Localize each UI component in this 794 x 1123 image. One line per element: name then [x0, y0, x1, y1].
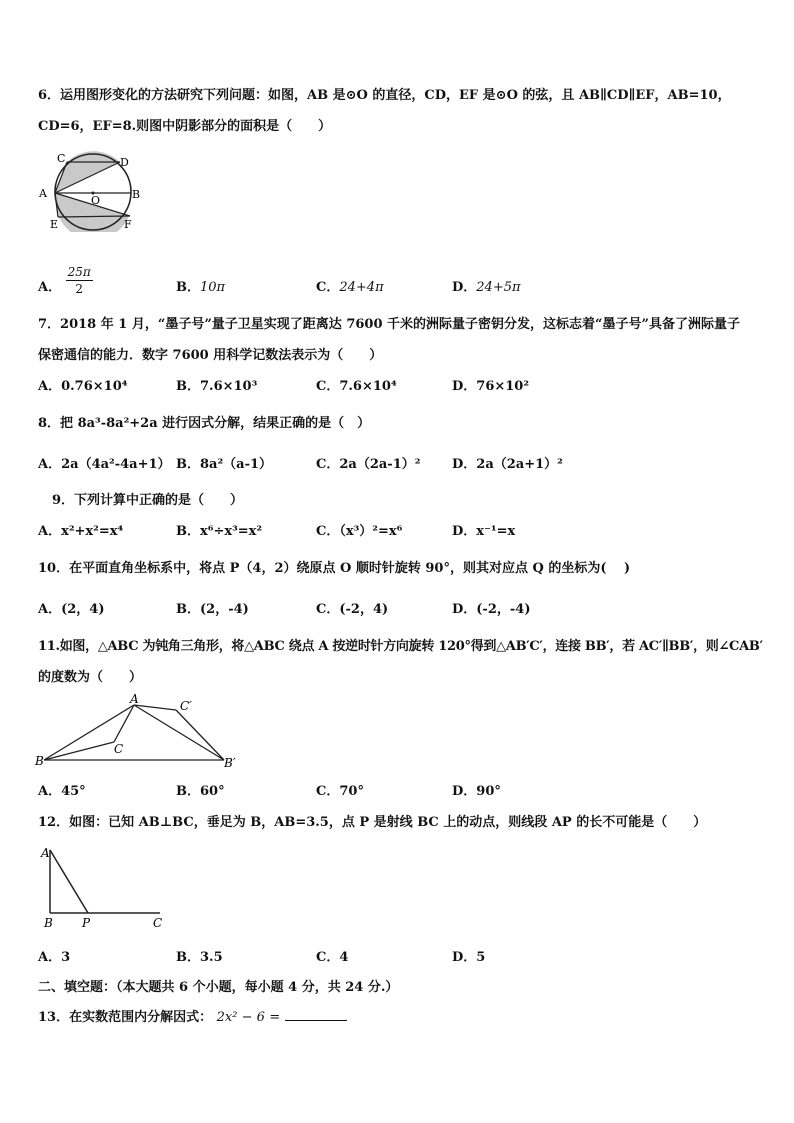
q10-option-a[interactable]: A．(2，4) [38, 602, 105, 617]
q6-label-e: E [50, 218, 59, 231]
q6-label-d: D [120, 156, 129, 169]
q7-option-c[interactable]: C．7.6×10⁴ [316, 379, 397, 394]
q6-circle-figure [36, 150, 150, 232]
q11-option-b[interactable]: B．60° [176, 784, 225, 799]
q6-label-b: B [132, 188, 141, 201]
q8-stem: 8．把 8a³-8a²+2a 进行因式分解，结果正确的是（ ） [38, 416, 371, 431]
q10-option-b[interactable]: B．(2，-4) [176, 602, 249, 617]
q12-option-d[interactable]: D．5 [452, 950, 486, 965]
q9-stem: 9．下列计算中正确的是（ ） [52, 493, 244, 508]
q6-label-o: O [91, 194, 101, 207]
q9-option-c[interactable]: C．（x³）²=x⁶ [316, 524, 403, 539]
q11-label-c: C [114, 742, 124, 756]
q12-label-b: B [44, 916, 53, 930]
q8-option-a[interactable]: A．2a（4a²-4a+1） [38, 457, 171, 472]
q11-label-a: A [130, 692, 139, 706]
q11-option-a[interactable]: A．45° [38, 784, 86, 799]
q6-stem-line1: 6．运用图形变化的方法研究下列问题：如图，AB 是⊙O 的直径，CD，EF 是⊙O 的弦，且 AB∥CD∥EF，AB=10， [38, 88, 731, 103]
q8-option-c[interactable]: C．2a（2a-1）² [316, 457, 421, 472]
q6-option-c[interactable]: C．24+4π [316, 280, 384, 295]
q6-label-c: C [57, 152, 66, 165]
q7-stem-line2: 保密通信的能力．数字 7600 用科学记数法表示为（ ） [38, 348, 383, 363]
q13-prefix: 13．在实数范围内分解因式： [38, 1010, 213, 1025]
q12-label-p: P [82, 916, 91, 930]
q12-stem: 12．如图：已知 AB⊥BC，垂足为 B，AB=3.5，点 P 是射线 BC 上的动点，则线段 AP 的长不可能是（ ） [38, 815, 707, 830]
q6-option-a[interactable]: A． $\frac{25\pi}{2}$ [38, 265, 91, 296]
q11-option-c[interactable]: C．70° [316, 784, 364, 799]
q12-option-b[interactable]: B．3.5 [176, 950, 223, 965]
q8-option-b[interactable]: B．8a²（a-1） [176, 457, 273, 472]
q6-stem-line2: CD=6，EF=8.则图中阴影部分的面积是（ ） [38, 119, 332, 134]
q12-label-a: A [41, 846, 50, 860]
q11-stem-line1: 11.如图，△ABC 为钝角三角形，将△ABC 绕点 A 按逆时针方向旋转 120°得到△AB′C′，连接 BB′，若 AC′∥BB′，则∠CAB′ [38, 639, 763, 654]
q11-label-c-prime: C′ [180, 699, 192, 713]
q11-label-b-prime: B′ [224, 756, 236, 770]
q12-figure [36, 842, 168, 930]
q6-label-f: F [124, 218, 132, 231]
q11-option-d[interactable]: D．90° [452, 784, 501, 799]
q7-stem-line1: 7．2018 年 1 月，“墨子号”量子卫星实现了距离达 7600 千米的洲际量子密钥分发，这标志着“墨子号”具备了洲际量子 [38, 317, 740, 332]
q13-answer-blank[interactable] [285, 1008, 347, 1021]
q13-equals: = [269, 1010, 281, 1025]
q11-triangle-figure [34, 692, 244, 772]
section2-heading: 二、填空题：（本大题共 6 个小题，每小题 4 分，共 24 分.） [38, 980, 399, 995]
q11-stem-line2: 的度数为（ ） [38, 670, 143, 685]
q13-expression: 2x² − 6 [216, 1010, 265, 1025]
q11-label-b: B [35, 754, 44, 768]
q12-label-c: C [153, 916, 163, 930]
q12-option-a[interactable]: A．3 [38, 950, 71, 965]
q9-option-d[interactable]: D．x⁻¹=x [452, 524, 516, 539]
q7-option-d[interactable]: D．76×10² [452, 379, 530, 394]
q7-option-b[interactable]: B．7.6×10³ [176, 379, 258, 394]
q7-option-a[interactable]: A．0.76×10⁴ [38, 379, 128, 394]
q6-option-d[interactable]: D．24+5π [452, 280, 521, 295]
q10-stem: 10．在平面直角坐标系中，将点 P（4，2）绕原点 O 顺时针旋转 90°，则其对应点 Q 的坐标为( ) [38, 561, 631, 576]
q10-option-c[interactable]: C．(-2，4) [316, 602, 389, 617]
q9-option-b[interactable]: B．x⁶÷x³=x² [176, 524, 263, 539]
q9-option-a[interactable]: A．x²+x²=x⁴ [38, 524, 124, 539]
q13-stem [38, 1006, 347, 1025]
q6-label-a: A [39, 187, 47, 200]
q8-option-d[interactable]: D．2a（2a+1）² [452, 457, 563, 472]
q10-option-d[interactable]: D．(-2，-4) [452, 602, 531, 617]
q6-option-b[interactable]: B．10π [176, 280, 226, 295]
q12-option-c[interactable]: C．4 [316, 950, 349, 965]
q6-option-a-fraction: $\frac{25\pi}{2}$ [67, 265, 91, 296]
